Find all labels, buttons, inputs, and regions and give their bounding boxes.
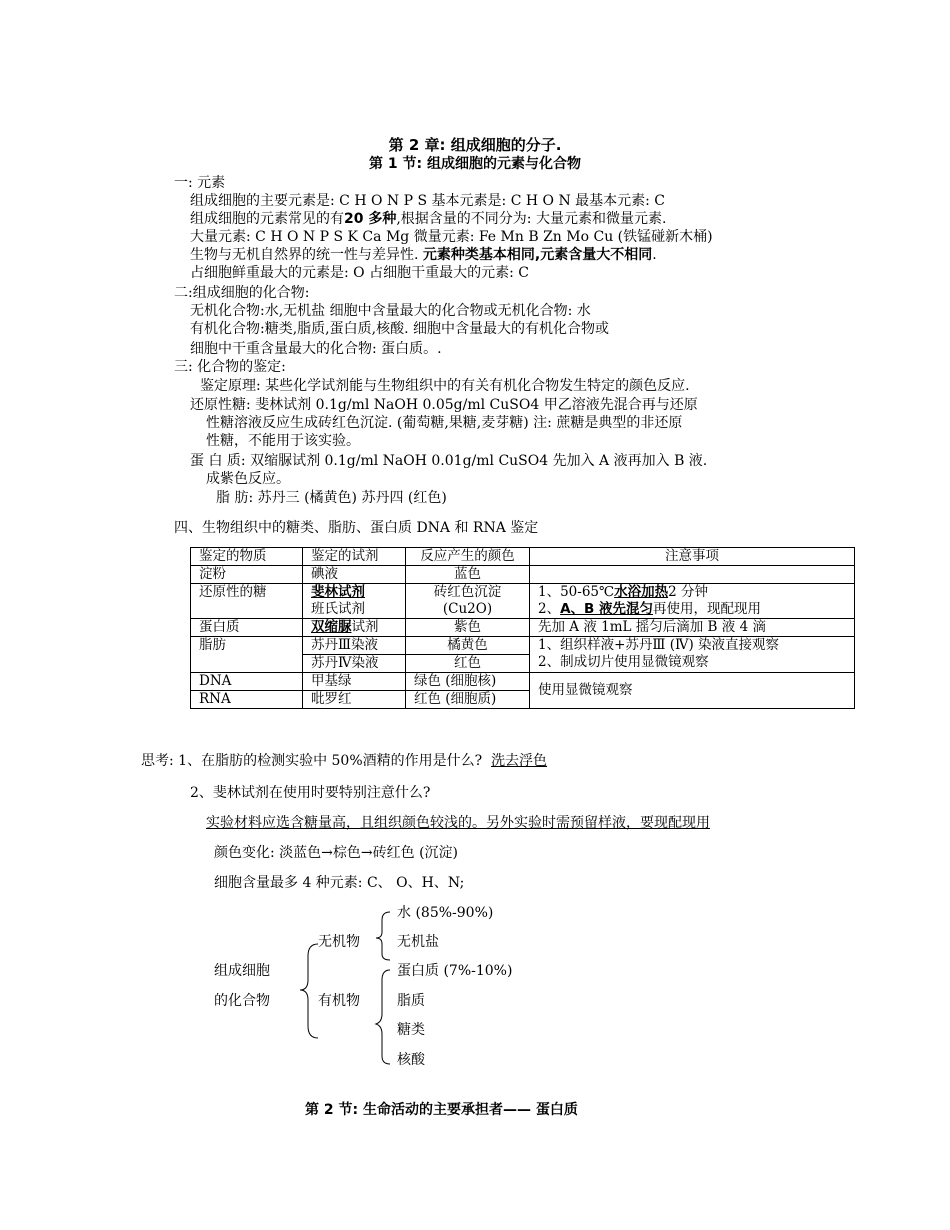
table-cell: 红色 xyxy=(406,655,530,673)
tree-organic: 有机物 xyxy=(318,993,360,1009)
tree-protein: 蛋白质 (7%-10%) xyxy=(397,963,513,979)
heading-compounds: 二:组成细胞的化合物: xyxy=(174,285,310,301)
text-line: 无机化合物:水,无机盐 细胞中含量最大的化合物或无机化合物: 水 xyxy=(190,303,591,319)
text-line: 脂 肪: 苏丹三 (橘黄色) 苏丹四 (红色) xyxy=(216,490,447,506)
table-cell: 先加 A 液 1mL 摇匀后滴加 B 液 4 滴 xyxy=(530,619,855,637)
table-cell: DNA xyxy=(191,673,303,691)
table-cell: 1、组织样液+苏丹Ⅲ (Ⅳ) 染液直接观察 2、制成切片使用显微镜观察 xyxy=(530,637,855,673)
table-cell xyxy=(530,566,855,584)
heading-identification: 三: 化合物的鉴定: xyxy=(174,359,286,375)
text-line: 性糖，不能用于该实验。 xyxy=(206,433,360,449)
brace-inorganic xyxy=(376,912,390,960)
table-row xyxy=(191,619,855,637)
heading-table: 四、生物组织中的糖类、脂肪、蛋白质 DNA 和 RNA 鉴定 xyxy=(174,520,539,536)
heading-elements: 一: 元素 xyxy=(174,175,226,191)
table-cell: 还原性的糖 xyxy=(191,584,303,619)
table-cell: RNA xyxy=(191,691,303,709)
tree-braces xyxy=(280,898,400,1078)
tree-lipid: 脂质 xyxy=(397,993,425,1009)
table-cell: 蛋白质 xyxy=(191,619,303,637)
brace-organic xyxy=(376,970,390,1064)
table-row xyxy=(191,637,855,655)
text-line: 还原性糖: 斐林试剂 0.1g/ml NaOH 0.05g/ml CuSO4 甲乙溶液先混合再与还原 xyxy=(190,397,698,413)
table-cell: 甲基绿 xyxy=(303,673,406,691)
table-row xyxy=(191,584,855,619)
table-cell: 脂肪 xyxy=(191,637,303,673)
text-line: 颜色变化: 淡蓝色→棕色→砖红色 (沉淀) xyxy=(214,845,459,861)
text-line: 成紫色反应。 xyxy=(206,471,290,487)
chapter-title: 第 2 章: 组成细胞的分子. xyxy=(388,136,562,154)
table-header: 反应产生的颜色 xyxy=(406,548,530,566)
table-cell: 斐林试剂 班氏试剂 xyxy=(303,584,406,619)
table-cell: 碘液 xyxy=(303,566,406,584)
table-header: 鉴定的物质 xyxy=(191,548,303,566)
table-cell: 1、50-65℃水浴加热2 分钟 2、A、B 液先混匀再使用，现配现用 xyxy=(530,584,855,619)
table-cell: 砖红色沉淀 (Cu2O) xyxy=(406,584,530,619)
table-header-row xyxy=(191,548,855,566)
table-header: 注意事项 xyxy=(530,548,855,566)
brace-main xyxy=(300,944,318,1038)
text-line: 性糖溶液反应生成砖红色沉淀. (葡萄糖,果糖,麦芽糖) 注: 蔗糖是典型的非还原 xyxy=(206,415,683,431)
tree-inorganic: 无机物 xyxy=(318,934,360,950)
table-cell: 绿色 (细胞核) xyxy=(406,673,530,691)
identification-table xyxy=(190,547,855,709)
text-line: 占细胞鲜重最大的元素是: O 占细胞干重最大的元素: C xyxy=(190,265,529,281)
text-line: 组成细胞的主要元素是: C H O N P S 基本元素是: C H O N 最基本元素: C xyxy=(190,193,666,209)
table-cell: 吡罗红 xyxy=(303,691,406,709)
text-line: 细胞含量最多 4 种元素: C、 O、H、N; xyxy=(214,875,465,891)
text-line: 细胞中干重含量最大的化合物: 蛋白质。. xyxy=(190,341,442,357)
table-cell: 淀粉 xyxy=(191,566,303,584)
table-cell: 红色 (细胞质) xyxy=(406,691,530,709)
table-row xyxy=(191,566,855,584)
text-line: 鉴定原理: 某些化学试剂能与生物组织中的有关有机化合物发生特定的颜色反应. xyxy=(200,378,690,394)
question-2: 2、斐林试剂在使用时要特别注意什么? xyxy=(190,785,431,801)
table-cell: 紫色 xyxy=(406,619,530,637)
section-title: 第 1 节: 组成细胞的元素与化合物 xyxy=(369,156,581,172)
answer-2: 实验材料应选含糖量高，且组织颜色较浅的。另外实验时需预留样液，要现配现用 xyxy=(206,815,710,831)
text-line: 有机化合物:糖类,脂质,蛋白质,核酸. 细胞中含量最大的有机化合物或 xyxy=(190,321,609,337)
text-line: 生物与无机自然界的统一性与差异性. 元素种类基本相同,元素含量大不相同. xyxy=(190,247,657,263)
tree-salt: 无机盐 xyxy=(397,934,439,950)
table-cell: 蓝色 xyxy=(406,566,530,584)
tree-root: 组成细胞 xyxy=(214,963,270,979)
text-line: 大量元素: C H O N P S K Ca Mg 微量元素: Fe Mn B Zn Mo Cu (铁锰碰新木桶) xyxy=(190,229,713,245)
tree-root: 的化合物 xyxy=(214,993,270,1009)
table-cell: 苏丹Ⅲ染液 xyxy=(303,637,406,655)
text-line: 组成细胞的元素常见的有20 多种,根据含量的不同分为: 大量元素和微量元素. xyxy=(190,211,667,227)
table-cell: 橘黄色 xyxy=(406,637,530,655)
section-title: 第 2 节: 生命活动的主要承担者—— 蛋白质 xyxy=(305,1102,578,1118)
tree-water: 水 (85%-90%) xyxy=(397,905,494,921)
tree-sugar: 糖类 xyxy=(397,1022,425,1038)
tree-nucleic: 核酸 xyxy=(397,1052,425,1068)
text-line: 蛋 白 质: 双缩脲试剂 0.1g/ml NaOH 0.01g/ml CuSO4 先加入 A 液再加入 B 液. xyxy=(190,453,708,469)
table-header: 鉴定的试剂 xyxy=(303,548,406,566)
table-cell: 使用显微镜观察 xyxy=(530,673,855,709)
table-row xyxy=(191,673,855,691)
question-1: 思考: 1、在脂肪的检测实验中 50%酒精的作用是什么? 洗去浮色 xyxy=(141,753,548,769)
table-cell: 双缩脲试剂 xyxy=(303,619,406,637)
table-cell: 苏丹Ⅳ染液 xyxy=(303,655,406,673)
